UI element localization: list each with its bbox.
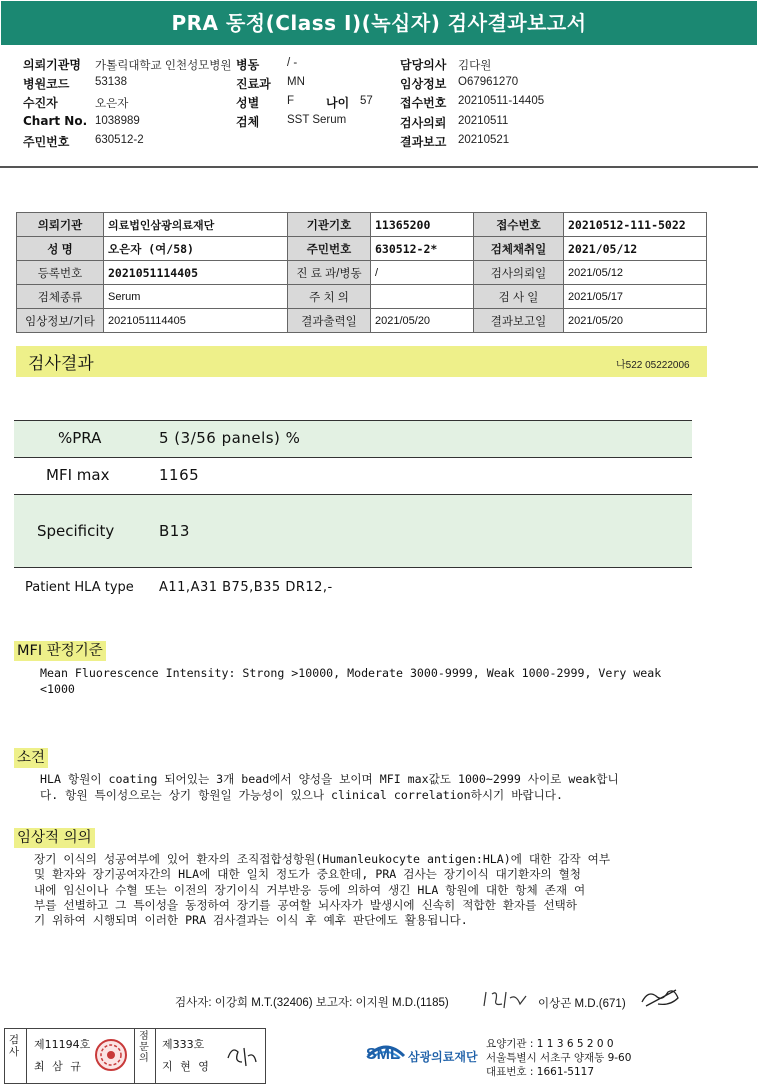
- mfi-criteria-line: Mean Fluorescence Intensity: Strong >10000, Moderate 3000-9999, Weak 1000-2999, Very weak: [40, 666, 662, 680]
- clinical-line: 부를 선별하고 그 특이성을 동정하여 장기를 공여할 뇌사자가 발생시에 신속히 적합한 환자를 선택하: [34, 897, 577, 912]
- table-cell: 의료법인삼광의료재단: [104, 213, 288, 237]
- specimen-label: 검체: [236, 115, 260, 129]
- pra-row: [14, 421, 692, 457]
- pra-label: %PRA: [58, 429, 102, 447]
- table-cell: 검체종류: [17, 285, 104, 309]
- report-label: 결과보고: [400, 135, 447, 149]
- institution-value: 가톨릭대학교 인천성모병원: [95, 60, 232, 72]
- hla-type-label: Patient HLA type: [25, 580, 134, 595]
- chart-value: 1038989: [95, 115, 140, 127]
- table-cell: 2021/05/12: [564, 237, 707, 261]
- specialist-vertical-label: 점문의: [139, 1031, 149, 1064]
- report-value: 20210521: [458, 134, 510, 146]
- clinical-line: 장기 이식의 성공여부에 있어 환자의 조직접합성항원(Humanleukocyte antigen:HLA)에 대한 감작 여부: [34, 852, 611, 866]
- sex-value: F: [287, 95, 295, 107]
- ward-label: 병동: [236, 58, 260, 72]
- chart-label: Chart No.: [23, 114, 88, 128]
- dept-label: 진료과: [236, 77, 271, 91]
- table-cell: 주 치 의: [288, 285, 371, 309]
- report-title: PRA 동정(Class I)(녹십자) 검사결과보고서: [1, 1, 757, 45]
- hospital-code-value: 53138: [95, 76, 127, 88]
- result-divider: [14, 567, 692, 568]
- specialist-name: 지 현 영: [162, 1060, 211, 1073]
- specialist-signature: [224, 1040, 258, 1070]
- clinical-info-value: O67961270: [458, 76, 519, 88]
- table-cell: [371, 285, 474, 309]
- table-cell: 2021/05/17: [564, 285, 707, 309]
- table-cell: 성 명: [17, 237, 104, 261]
- recipient-value: 오은자: [95, 98, 129, 110]
- table-row: [17, 309, 707, 333]
- request-value: 20210511: [458, 115, 509, 127]
- exam-vertical-label: 검사: [8, 1034, 20, 1058]
- table-cell: 2021051114405: [104, 261, 288, 285]
- table-cell: 진 료 과/병동: [288, 261, 371, 285]
- signature-scribble-2: [638, 984, 684, 1012]
- sex-label: 성별: [236, 96, 260, 110]
- resident-value: 630512-2: [95, 134, 144, 146]
- request-label: 검사의뢰: [400, 116, 447, 130]
- table-cell: 2021051114405: [104, 309, 288, 333]
- opinion-heading: 소견: [14, 748, 48, 768]
- opinion-line: 다. 항원 특이성으로는 상기 항원일 가능성이 있으나 clinical correlation하시기 바랍니다.: [40, 787, 563, 802]
- table-cell: 20210512-111-5022: [564, 213, 707, 237]
- result-title: 검사결과: [28, 354, 94, 374]
- table-cell: 의뢰기관: [17, 213, 104, 237]
- table-cell: 11365200: [371, 213, 474, 237]
- mfi-value: 1165: [159, 466, 200, 484]
- table-cell: /: [371, 261, 474, 285]
- reception-no-label: 접수번호: [400, 96, 447, 110]
- exam-license-no: 제11194호: [34, 1038, 91, 1051]
- result-header-bar: [16, 346, 707, 377]
- opinion-text: [40, 772, 619, 803]
- second-signer: 이상곤 M.D.(671): [538, 998, 626, 1010]
- clinical-significance-heading: 임상적 의의: [14, 828, 95, 848]
- specificity-value: B13: [159, 522, 190, 540]
- table-cell: 검체채취일: [474, 237, 564, 261]
- table-cell: 2021/05/12: [564, 261, 707, 285]
- pra-value: 5 (3/56 panels) %: [159, 429, 301, 447]
- signature-line: [175, 994, 449, 1010]
- mfi-criteria-line: <1000: [40, 681, 75, 696]
- agency-code: 요양기관 : 1 1 3 6 5 2 0 0: [486, 1038, 614, 1050]
- table-cell: 결과보고일: [474, 309, 564, 333]
- table-cell: 임상정보/기타: [17, 309, 104, 333]
- footer-divider: [155, 1028, 156, 1084]
- result-divider: [14, 457, 692, 458]
- resident-label: 주민번호: [23, 135, 70, 149]
- specificity-row: [14, 495, 692, 567]
- institution-label: 의뢰기관명: [23, 58, 81, 72]
- footer-divider: [134, 1028, 135, 1084]
- signature-names: 검사자: 이강희 M.T.(32406) 보고자: 이지원 M.D.(1185): [175, 997, 449, 1009]
- dept-value: MN: [287, 76, 305, 88]
- seal-icon: [94, 1038, 128, 1072]
- age-label: 나이: [326, 96, 350, 110]
- clinical-line: 기 위하여 시행되며 이러한 PRA 검사결과는 이식 후 예후 판단에도 활용됩니다.: [34, 913, 468, 928]
- footer-divider: [26, 1028, 27, 1084]
- table-cell: 2021/05/20: [371, 309, 474, 333]
- physician-value: 김다원: [458, 60, 492, 72]
- table-cell: 접수번호: [474, 213, 564, 237]
- table-cell: 주민번호: [288, 237, 371, 261]
- clinical-info-label: 임상정보: [400, 77, 447, 91]
- sml-logo-text: SML: [366, 1046, 400, 1063]
- signature-scribble-1: [480, 986, 538, 1012]
- table-cell: Serum: [104, 285, 288, 309]
- specimen-value: SST Serum: [287, 114, 347, 126]
- age-value: 57: [360, 95, 373, 107]
- specificity-label: Specificity: [37, 522, 115, 540]
- result-code: 나522 05222006: [616, 360, 690, 371]
- phone: 대표번호 : 1661-5117: [486, 1066, 595, 1078]
- physician-label: 담당의사: [400, 58, 447, 72]
- table-cell: 630512-2*: [371, 237, 474, 261]
- specialist-license-no: 제333호: [162, 1038, 205, 1051]
- contact-info: [486, 1037, 631, 1079]
- clinical-line: 및 환자와 장기공여자간의 HLA에 대한 일치 정도가 중요한데, PRA 검사는 장기이식 대기환자의 혈청: [34, 867, 582, 882]
- opinion-line: HLA 항원이 coating 되어있는 3개 bead에서 양성을 보이며 MFI max값도 1000~2999 사이로 weak합니: [40, 772, 619, 786]
- table-cell: 결과출력일: [288, 309, 371, 333]
- table-row: [17, 285, 707, 309]
- table-cell: 2021/05/20: [564, 309, 707, 333]
- header-divider: [0, 166, 758, 168]
- reception-no-value: 20210511-14405: [458, 95, 545, 107]
- table-cell: 등록번호: [17, 261, 104, 285]
- recipient-label: 수진자: [23, 96, 58, 110]
- brand-name: 삼광의료재단: [408, 1050, 478, 1064]
- table-row: [17, 213, 707, 237]
- exam-name: 최 삼 규: [34, 1060, 83, 1073]
- table-cell: 오은자 (여/58): [104, 237, 288, 261]
- address: 서울특별시 서초구 양재동 9-60: [486, 1052, 632, 1064]
- clinical-significance-text: [34, 852, 610, 928]
- ward-value: / -: [287, 57, 298, 69]
- mfi-criteria-text: [40, 666, 661, 697]
- mfi-label: MFI max: [46, 466, 110, 484]
- mfi-criteria-heading: MFI 판정기준: [14, 641, 106, 661]
- specimen-info-table: [16, 212, 707, 333]
- table-cell: 기관기호: [288, 213, 371, 237]
- clinical-line: 내에 임신이나 수혈 또는 이전의 장기이식 거부반응 등에 의하여 생긴 HLA 항원에 대한 항체 존재 여: [34, 882, 586, 897]
- table-cell: 검 사 일: [474, 285, 564, 309]
- table-row: [17, 237, 707, 261]
- hospital-code-label: 병원코드: [23, 77, 70, 91]
- hla-type-value: A11,A31 B75,B35 DR12,-: [159, 580, 333, 595]
- table-cell: 검사의뢰일: [474, 261, 564, 285]
- table-row: [17, 261, 707, 285]
